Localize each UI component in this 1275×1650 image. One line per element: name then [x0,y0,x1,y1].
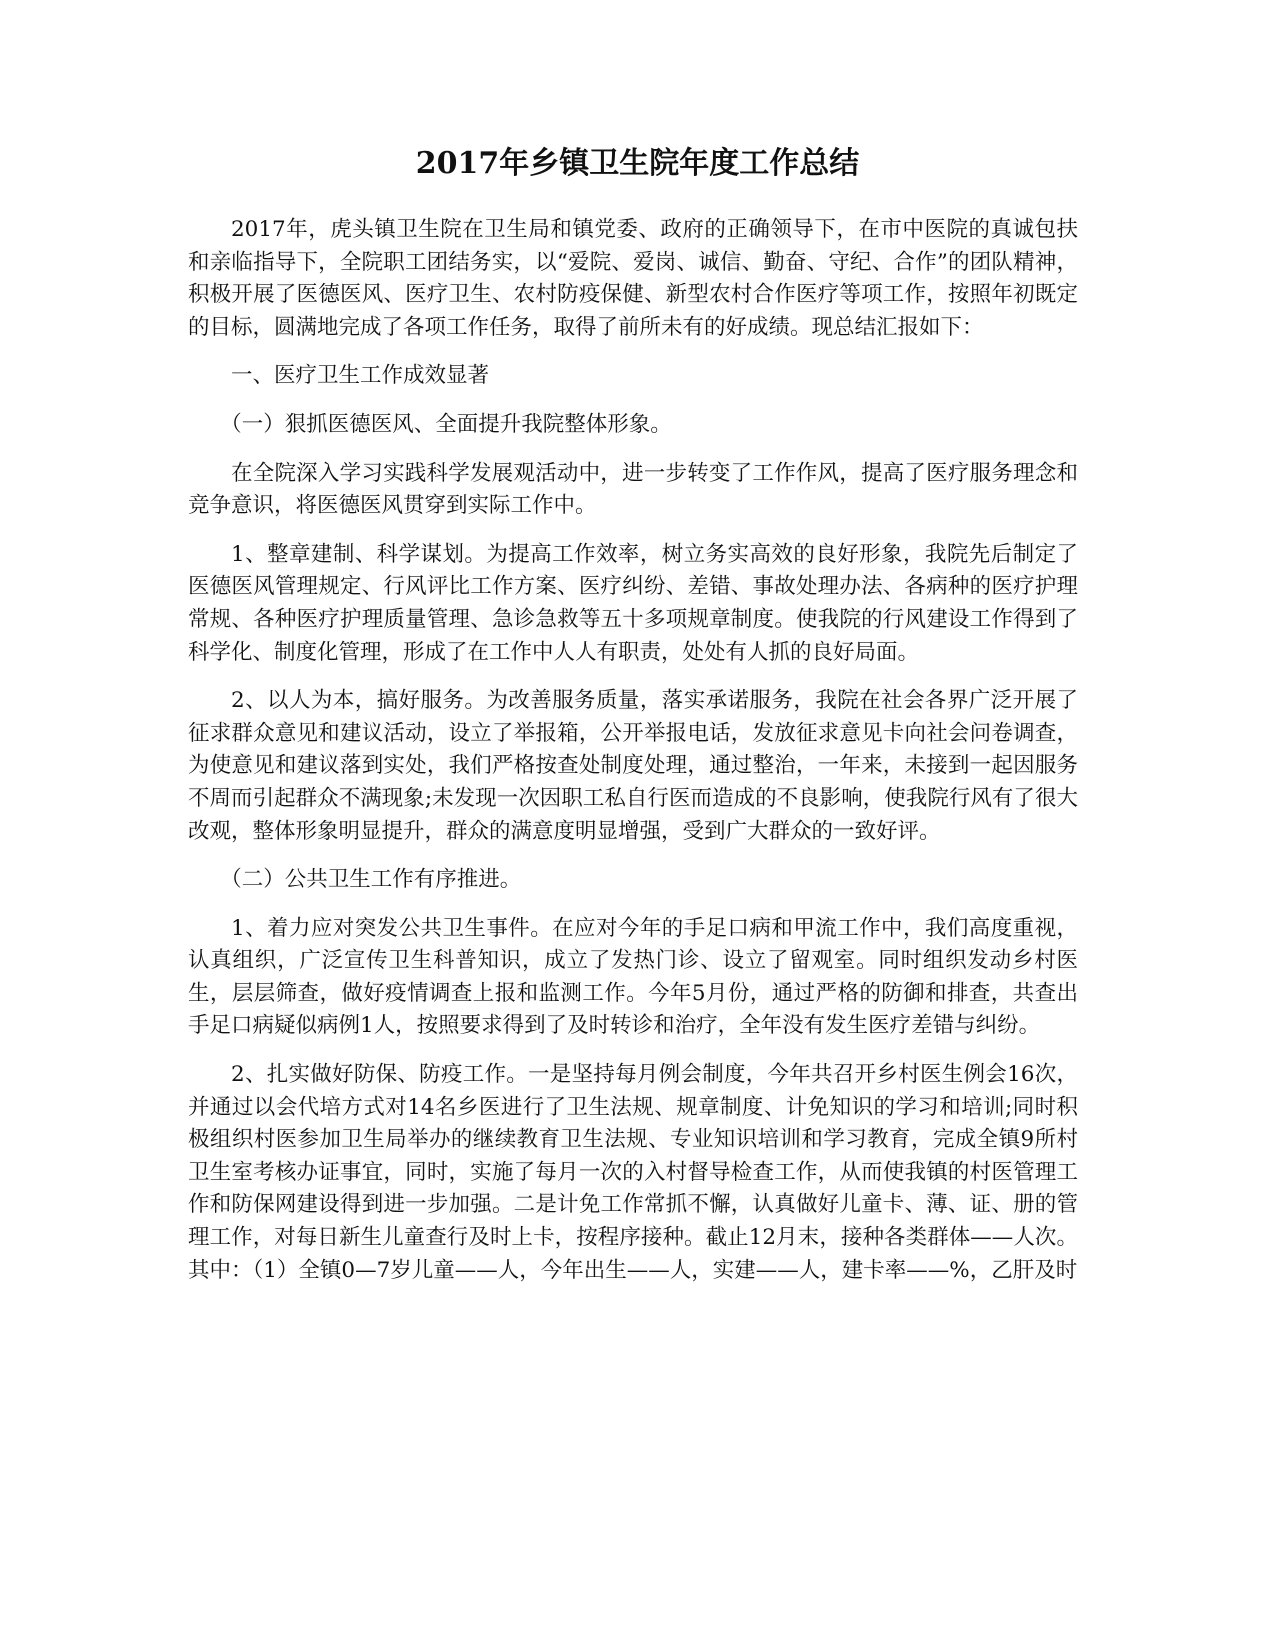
body-paragraph: 2、以人为本，搞好服务。为改善服务质量，落实承诺服务，我院在社会各界广泛开展了征求群众意见和建议活动，设立了举报箱，公开举报电话，发放征求意见卡向社会问卷调查，为使意见和建议落到实处，我们严格按查处制度处理，通过整治，一年来，未接到一起因服务不周而引起群众不满现象;未发现一次因职工私自行医而造成的不良影响，使我院行风有了很大改观，整体形象明显提升，群众的满意度明显增强，受到广大群众的一致好评。 [188,688,1078,844]
body-paragraph: 在全院深入学习实践科学发展观活动中，进一步转变了工作作风，提高了医疗服务理念和竞争意识，将医德医风贯穿到实际工作中。 [188,460,1078,519]
document-body [188,214,1078,1287]
intro-paragraph: 2017年，虎头镇卫生院在卫生局和镇党委、政府的正确领导下，在市中医院的真诚包扶和亲临指导下，全院职工团结务实，以“爱院、爱岗、诚信、勤奋、守纪、合作”的团队精神，积极开展了医德医风、医疗卫生、农村防疫保健、新型农村合作医疗等项工作，按照年初既定的目标，圆满地完成了各项工作任务，取得了前所未有的好成绩。现总结汇报如下： [188,217,1078,340]
document-title: 2017年乡镇卫生院年度工作总结 [415,146,860,181]
subsection-heading-2: （二）公共卫生工作有序推进。 [220,867,522,893]
body-paragraph: 1、着力应对突发公共卫生事件。在应对今年的手足口病和甲流工作中，我们高度重视，认真组织，广泛宣传卫生科普知识，成立了发热门诊、设立了留观室。同时组织发动乡村医生，层层筛查，做好疫情调查上报和监测工作。今年5月份，通过严格的防御和排查，共查出手足口病疑似病例1人，按照要求得到了及时转诊和治疗，全年没有发生医疗差错与纠纷。 [188,915,1078,1039]
section-heading-1: 一、医疗卫生工作成效显著 [231,363,490,389]
subsection-heading-1: （一）狠抓医德医风、全面提升我院整体形象。 [220,411,672,437]
body-paragraph: 2、扎实做好防保、防疫工作。一是坚持每月例会制度，今年共召开乡村医生例会16次，并通过以会代培方式对14名乡医进行了卫生法规、规章制度、计免知识的学习和培训;同时积极组织村医参加卫生局举办的继续教育卫生法规、专业知识培训和学习教育，完成全镇9所村卫生室考核办证事宜，同时，实施了每月一次的入村督导检查工作，从而使我镇的村医管理工作和防保网建设得到进一步加强。二是计免工作常抓不懈，认真做好儿童卡、薄、证、册的管理工作，对每日新生儿童查行及时上卡，按程序接种。截止12月末，接种各类群体——人次。其中：（1）全镇0—7岁儿童——人，今年出生——人，实建——人，建卡率——%，乙肝及时 [188,1062,1078,1283]
body-paragraph: 1、整章建制、科学谋划。为提高工作效率，树立务实高效的良好形象，我院先后制定了医德医风管理规定、行风评比工作方案、医疗纠纷、差错、事故处理办法、各病种的医疗护理常规、各种医疗护理质量管理、急诊急救等五十多项规章制度。使我院的行风建设工作得到了科学化、制度化管理，形成了在工作中人人有职责，处处有人抓的良好局面。 [188,541,1078,665]
